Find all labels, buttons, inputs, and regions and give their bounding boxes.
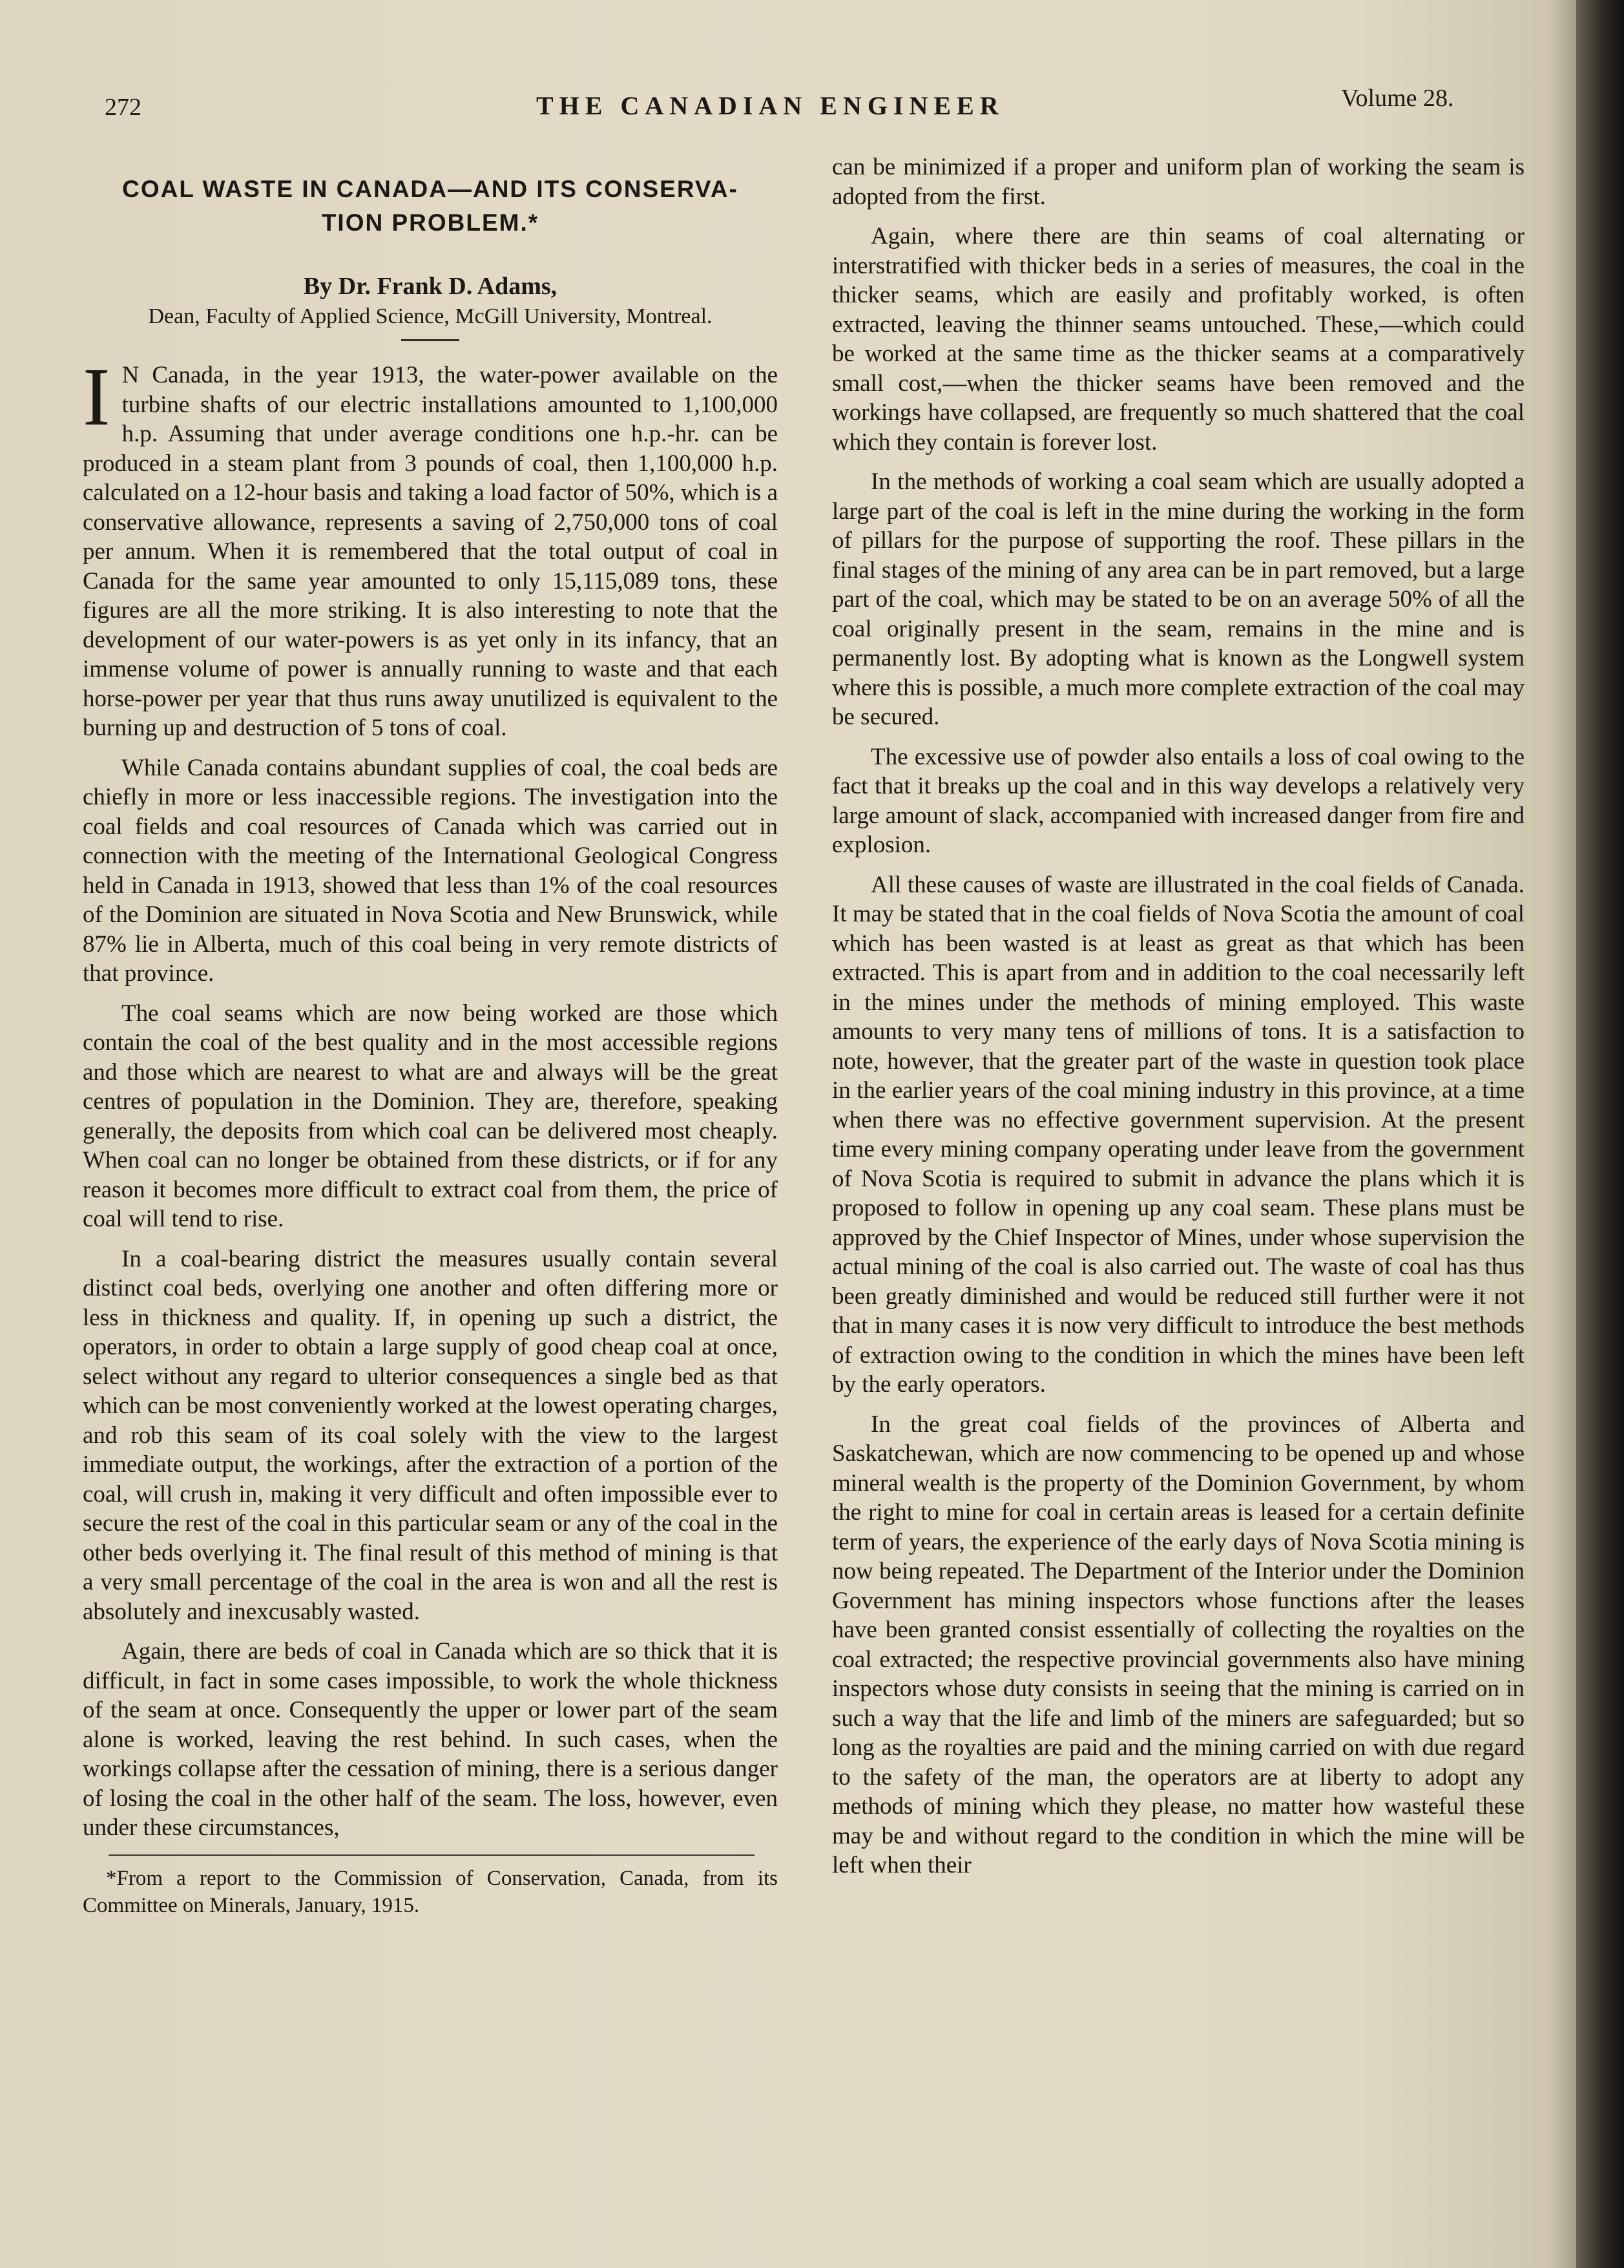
book-spine-edge [1576,0,1624,2268]
paragraph: All these causes of waste are illustrated in the coal fields of Canada. It may be stated that in the coal fields of Nova Scotia the amount of coal which has been wasted is at least as great as that which has been extracted. This is apart from and in addition to the coal necessarily left in the mines under the methods of mining employed. This waste amounts to very many tens of millions of tons. It is a satisfaction to note, however, that the greater part of the waste in question took place in the earlier years of the coal mining industry in this province, at a time when there was no effective government supervision. At the present time every mining company operating under leave from the government of Nova Scotia is required to submit in advance the plans which it is proposed to follow in opening up any coal seam. These plans must be approved by the Chief Inspector of Mines, under whose supervision the actual mining of the coal is also carried out. The waste of coal has thus been greatly diminished and would be reduced still further were it not that in many cases it is now very difficult to introduce the best methods of extraction owing to the condition in which the mines have been left by the early operators. [832,871,1525,1398]
author-affiliation: Dean, Faculty of Applied Science, McGill University, Montreal. [148,304,713,328]
paragraph: In the great coal fields of the provinces of Alberta and Saskatchewan, which are now commencing to be opened up and whose mineral wealth is the property of the Dominion Government, by whom the right to mine for coal in certain areas is leased for a certain definite term of years, the experience of the early days of Nova Scotia mining is now being repeated. The Department of the Interior under the Dominion Government has mining inspectors whose functions after the leases have been granted consist essentially of collecting the royalties on the coal extracted; the respective provincial governments also have mining inspectors whose duty consists in seeing that the mining is carried on in such a way that the life and limb of the miners are safeguarded; but so long as the royalties are paid and the mining carried on with due regard to the safety of the man, the operators are at liberty to adopt any methods of mining which they please, no matter how wasteful these may be and without regard to the condition in which the mine will be left when their [832,1411,1525,1878]
paragraph: In the methods of working a coal seam which are usually adopted a large part of the coal is left in the mine during the working in the form of pillars for the purpose of supporting the roof. These pillars in the final stages of the mining of any area can be in part removed, but a large part of the coal, which may be stated to be on an average 50% of all the coal originally present in the seam, remains in the mine and is permanently lost. By adopting what is known as the Longwell system where this is possible, a much more complete extraction of the coal may be secured. [832,468,1525,730]
paragraph: The coal seams which are now being worked are those which contain the coal of the best quality and in the most accessible regions and those which are nearest to what are and always will be the great centres of population in the Dominion. They are, therefore, speaking generally, the deposits from which coal can be delivered most cheaply. When coal can no longer be obtained from these districts, or if for any reason it becomes more difficult to extract coal from them, the price of coal will tend to rise. [83,1000,778,1232]
page-header [0,78,1550,129]
title-divider [401,339,459,341]
author-byline: By Dr. Frank D. Adams, [303,273,557,300]
paragraph: Again, there are beds of coal in Canada which are so thick that it is difficult, in fact in some cases impossible, to work the whole thickness of the seam at once. Consequently the upper or lower part of the seam alone is worked, leaving the rest behind. In such cases, when the workings collapse after the cessation of mining, there is a serious danger of losing the coal in the other half of the seam. The loss, however, even under these circumstances, [83,1638,778,1841]
footnote: *From a report to the Commission of Conservation, Canada, from its Committee on Minerals, January, 1915. [83,1866,778,1917]
article-title [83,173,778,240]
page-number: 272 [105,94,141,121]
paragraph: While Canada contains abundant supplies of coal, the coal beds are chiefly in more or less inaccessible regions. The investigation into the coal fields and coal resources of Canada which was carried out in connection with the meeting of the International Geological Congress held in Canada in 1913, showed that less than 1% of the coal resources of the Dominion are situated in Nova Scotia and New Brunswick, while 87% lie in Alberta, much of this coal being in very remote districts of that province. [83,754,778,987]
right-column [832,152,1525,1891]
paragraph: can be minimized if a proper and uniform plan of working the seam is adopted from the first. [832,154,1525,210]
article-title-line-2: TION PROBLEM.* [321,209,539,236]
left-column [83,165,778,1919]
article-title-line-1: COAL WASTE IN CANADA—AND ITS CONSERVA- [122,176,738,202]
paragraph-text: N Canada, in the year 1913, the water-power available on the turbine shafts of our electric installations amounted to 1,100,000 h.p. Assuming that under average conditions one h.p.-hr. can be produced in a steam plant from 3 pounds of coal, then 1,100,000 h.p. calculated on a 12-hour basis and taking a load factor of 50%, which is a conservative allowance, represents a saving of 2,750,000 tons of coal per annum. When it is remembered that the total output of coal in Canada for the same year amounted to only 15,115,089 tons, these figures are all the more striking. It is also interesting to note that the development of our water-powers is as yet only in its infancy, that an immense volume of power is annually running to waste and that each horse-power per year that thus runs away unutilized is equivalent to the burning up and destruction of 5 tons of coal. [83,362,778,741]
drop-cap: I [83,351,110,443]
paragraph: Again, where there are thin seams of coal alternating or interstratified with thicker beds in a series of measures, the coal in the thicker seams, which are easily and profitably worked, is often extracted, leaving the thinner seams untouched. These,—which could be worked at the same time as the thicker seams at a comparatively small cost,—when the thicker seams have been removed and the workings have collapsed, are frequently so much shattered that the coal which they contain is forever lost. [832,223,1525,456]
footnote-divider [109,1854,755,1856]
journal-title: THE CANADIAN ENGINEER [536,91,1005,120]
volume-label: Volume 28. [1341,85,1454,112]
paragraph: In a coal-bearing district the measures usually contain several distinct coal beds, overlying one another and often differing more or less in thickness and quality. If, in opening up such a district, the operators, in order to obtain a large supply of good cheap coal at once, select without any regard to ulterior consequences a single bed as that which can be most conveniently worked at the lowest operating charges, and rob this seam of its coal solely with the view to the largest immediate output, the workings, after the extraction of a portion of the coal, will crush in, making it very difficult and often impossible ever to secure the rest of the coal in this particular seam or any of the coal in the other beds overlying it. The final result of this method of mining is that a very small percentage of the coal in the area is won and all the rest is absolutely and inexcusably wasted. [83,1245,778,1625]
paragraph: The excessive use of powder also entails a loss of coal owing to the fact that it breaks up the coal and in this way develops a relatively very large amount of slack, accompanied with increased danger from fire and explosion. [832,743,1525,858]
paragraph [83,351,778,743]
